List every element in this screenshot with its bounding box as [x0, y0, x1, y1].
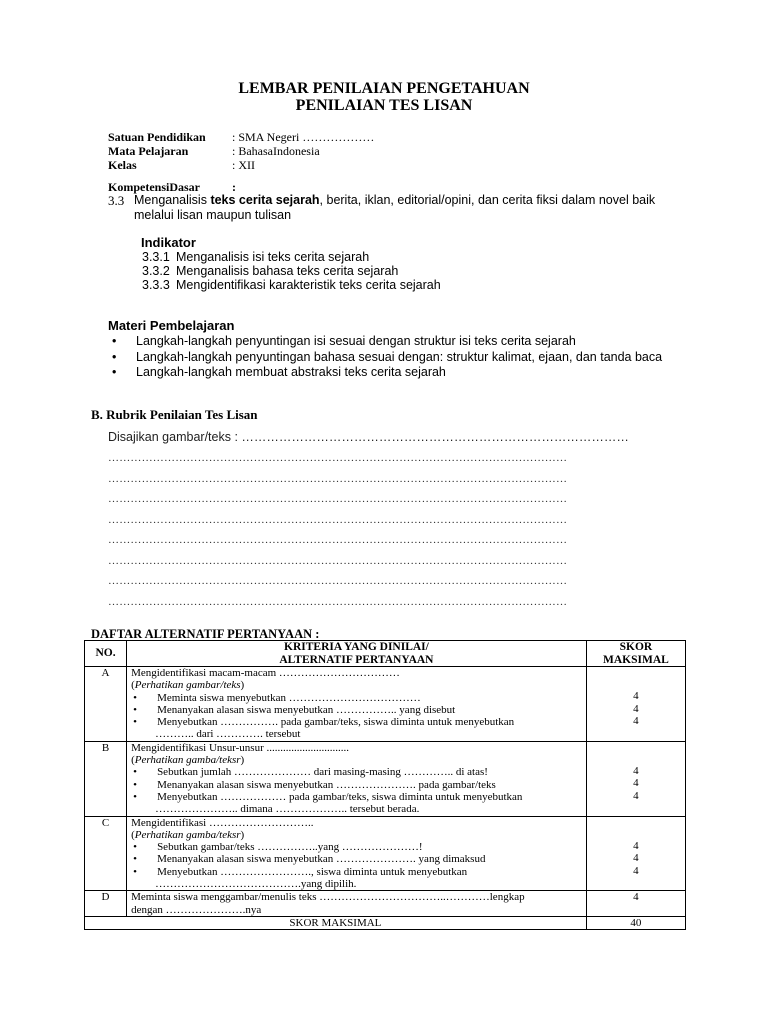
- materi-item: [112, 334, 662, 350]
- note-text: Perhatikan gambar/teks: [134, 679, 241, 692]
- col-skor-line1: SKOR: [619, 641, 653, 654]
- document-title: LEMBAR PENILAIAN PENGETAHUAN: [238, 80, 530, 97]
- total-value: 40: [586, 916, 685, 929]
- note-text: Perhatikan gamba/teksr: [134, 754, 241, 767]
- table-header-row: [85, 641, 686, 667]
- dotted-line: ……………………………………………………………………………………………………………: [108, 555, 568, 567]
- dotted-line: ……………………………………………………………………………………………………………: [108, 493, 568, 505]
- score-value: 4: [633, 852, 639, 865]
- materi-heading: Materi Pembelajaran: [108, 318, 235, 333]
- row-note: [131, 829, 582, 841]
- materi-list: [112, 334, 662, 381]
- row-kriteria: [127, 741, 587, 816]
- dotted-line: ……………………………………………………………………………………………………………: [108, 534, 568, 546]
- kd-text-post: , berita, iklan, editorial/opini, dan cerita fiksi dalam novel baik melalui lisan maupun tulisan: [134, 193, 656, 222]
- score-value: 4: [633, 690, 639, 702]
- table-row: [85, 891, 686, 917]
- materi-text: Langkah-langkah penyuntingan bahasa sesuai dengan: struktur kalimat, ejaan, dan tanda baca: [136, 349, 663, 364]
- col-skor-line2: MAKSIMAL: [603, 653, 669, 666]
- identity-label: Satuan Pendidikan: [108, 130, 206, 144]
- kd-colon: :: [232, 180, 236, 194]
- score-value: 4: [633, 891, 639, 904]
- row-no: A: [85, 667, 127, 742]
- row-no: C: [85, 816, 127, 891]
- rubrik-heading: B. Rubrik Penilaian Tes Lisan: [91, 407, 258, 422]
- identity-block: [108, 130, 374, 172]
- dotted-line: ……………………………………………………………………………………………………………: [108, 596, 568, 608]
- score-value: 4: [633, 777, 639, 790]
- row-bullet: [131, 704, 582, 716]
- bullet-icon: •: [133, 766, 137, 779]
- row-bullet: [131, 716, 582, 728]
- kd-number: 3.3: [108, 193, 125, 208]
- col-no-header: NO.: [85, 641, 127, 667]
- row-scores: [586, 667, 685, 742]
- indikator-item: [142, 250, 441, 264]
- total-row: [85, 916, 686, 929]
- document-subtitle: PENILAIAN TES LISAN: [295, 97, 473, 114]
- score-list: [591, 667, 681, 728]
- dotted-line: ……………………………………………………………………………………………………………: [108, 514, 568, 526]
- total-label: SKOR MAKSIMAL: [85, 916, 587, 929]
- bullet-text: Menyebutkan ……………. pada gambar/teks, siswa diminta untuk menyebutkan: [157, 716, 515, 729]
- materi-text: Langkah-langkah membuat abstraksi teks cerita sejarah: [136, 365, 446, 379]
- row-bullet: [131, 853, 582, 865]
- indikator-item: [142, 278, 441, 292]
- row-bullet: [131, 866, 582, 878]
- bullet-icon: •: [133, 778, 137, 791]
- row-title: Mengidentifikasi macam-macam ……………………………: [131, 667, 400, 679]
- identity-label: Mata Pelajaran: [108, 144, 189, 158]
- row-scores: [586, 816, 685, 891]
- row-scores: [586, 741, 685, 816]
- score-value: 4: [633, 864, 639, 877]
- identity-value: : SMA Negeri ………………: [232, 130, 375, 144]
- indikator-heading: Indikator: [141, 235, 196, 250]
- kd-text: [134, 193, 688, 223]
- note-text: Perhatikan gamba/teksr: [134, 828, 241, 841]
- col-skor-header: [586, 641, 685, 667]
- score-value: 4: [633, 839, 639, 852]
- identity-row: [108, 144, 374, 158]
- kd-item: [108, 193, 688, 223]
- score-value: 4: [633, 789, 639, 802]
- identity-value: : BahasaIndonesia: [232, 144, 320, 158]
- rubric-table: [84, 640, 686, 930]
- bullet-icon: •: [112, 334, 117, 348]
- kd-text-bold: teks cerita sejarah: [210, 193, 320, 207]
- materi-item: [112, 365, 662, 381]
- row-no: B: [85, 741, 127, 816]
- note-open: (: [131, 828, 135, 841]
- identity-value: : XII: [232, 158, 255, 172]
- row-note: [131, 754, 582, 766]
- row-bullet: [131, 766, 582, 778]
- row-kriteria: [127, 816, 587, 891]
- bullet-icon: •: [133, 865, 137, 878]
- dotted-line: ……………………………………………………………………………………………………………: [108, 473, 568, 485]
- daftar-heading: DAFTAR ALTERNATIF PERTANYAAN :: [91, 627, 320, 641]
- bullet-text: Sebutkan jumlah ………………… dari masing-masing ………….. di atas!: [157, 766, 488, 779]
- row-title: Meminta siswa menggambar/menulis teks ……………………………..…………lengkap: [131, 891, 525, 904]
- bullet-icon: •: [133, 703, 137, 716]
- row-bullet: [131, 791, 582, 803]
- bullet-icon: •: [133, 716, 137, 729]
- note-close: ): [240, 828, 245, 841]
- bullet-continuation: ……….. dari …………. tersebut: [155, 728, 301, 741]
- score-value: 4: [633, 702, 639, 715]
- identity-row: [108, 130, 374, 144]
- bullet-text: Menanyakan alasan siswa menyebutkan …………………. pada gambar/teks: [157, 778, 496, 791]
- bullet-continuation: ………………………………….yang dipilih.: [155, 878, 357, 891]
- table-row: [85, 816, 686, 891]
- row-title: Mengidentifikasi ………………………..: [131, 816, 314, 829]
- bullet-icon: •: [112, 365, 117, 379]
- table-row: [85, 667, 686, 742]
- row-title: Mengidentifikasi Unsur-unsur ..............................: [131, 741, 349, 754]
- col-kriteria-line1: KRITERIA YANG DINILAI/: [284, 641, 429, 654]
- indikator-text: Mengidentifikasi karakteristik teks cerita sejarah: [176, 278, 441, 292]
- bullet-icon: •: [112, 349, 117, 364]
- col-kriteria-header: [127, 641, 587, 667]
- row-scores: [586, 891, 685, 917]
- kd-text-pre: Menganalisis: [134, 193, 211, 207]
- bullet-icon: •: [133, 853, 137, 866]
- bullet-text: Menyebutkan ……………… pada gambar/teks, siswa diminta untuk menyebutkan: [157, 790, 523, 803]
- table-row: [85, 741, 686, 816]
- score-list: [591, 742, 681, 803]
- bullet-text: Menanyakan alasan siswa menyebutkan …………………. yang dimaksud: [157, 853, 486, 866]
- identity-row: [108, 158, 374, 172]
- row-no: D: [85, 891, 127, 917]
- score-value: 4: [633, 715, 639, 727]
- indikator-num: 3.3.1: [142, 250, 170, 264]
- note-close: ): [240, 754, 245, 767]
- note-open: (: [131, 679, 135, 692]
- indikator-item: [142, 264, 441, 278]
- disajikan-line: Disajikan gambar/teks : …………………………………………………………………………………: [108, 430, 629, 444]
- score-list: [591, 817, 681, 878]
- bullet-text: Meminta siswa menyebutkan ………………………………: [157, 691, 421, 704]
- indikator-text: Menganalisis bahasa teks cerita sejarah: [176, 264, 399, 278]
- bullet-text: Menanyakan alasan siswa menyebutkan …………….. yang disebut: [157, 703, 456, 716]
- bullet-continuation: ………………….. dimana ……………….. tersebut berada.: [155, 803, 420, 816]
- row-bullet: [131, 841, 582, 853]
- indikator-list: [142, 250, 441, 292]
- indikator-text: Menganalisis isi teks cerita sejarah: [176, 250, 370, 264]
- row-bullet: [131, 692, 582, 704]
- bullet-text: Sebutkan gambar/teks ……………..yang …………………!: [157, 841, 423, 854]
- identity-label: Kelas: [108, 158, 137, 172]
- score-value: 4: [633, 764, 639, 777]
- bullet-icon: •: [133, 691, 137, 704]
- indikator-num: 3.3.3: [142, 278, 170, 292]
- bullet-text: Menyebutkan ……………………., siswa diminta untuk menyebutkan: [157, 865, 468, 878]
- row-note: [131, 679, 582, 691]
- bullet-icon: •: [133, 841, 137, 854]
- note-close: ): [240, 679, 245, 692]
- kd-label: KompetensiDasar: [108, 180, 200, 194]
- dotted-line: ……………………………………………………………………………………………………………: [108, 452, 568, 464]
- dotted-line: ……………………………………………………………………………………………………………: [108, 575, 568, 587]
- materi-text: Langkah-langkah penyuntingan isi sesuai dengan struktur isi teks cerita sejarah: [136, 334, 576, 348]
- row-title-continuation: dengan ………………….nya: [131, 903, 262, 916]
- bullet-icon: •: [133, 790, 137, 803]
- materi-item: [112, 350, 662, 366]
- row-kriteria: [127, 667, 587, 742]
- col-kriteria-line2: ALTERNATIF PERTANYAAN: [279, 653, 434, 666]
- indikator-num: 3.3.2: [142, 264, 170, 278]
- row-kriteria: [127, 891, 587, 917]
- row-bullet: [131, 779, 582, 791]
- note-open: (: [131, 754, 135, 767]
